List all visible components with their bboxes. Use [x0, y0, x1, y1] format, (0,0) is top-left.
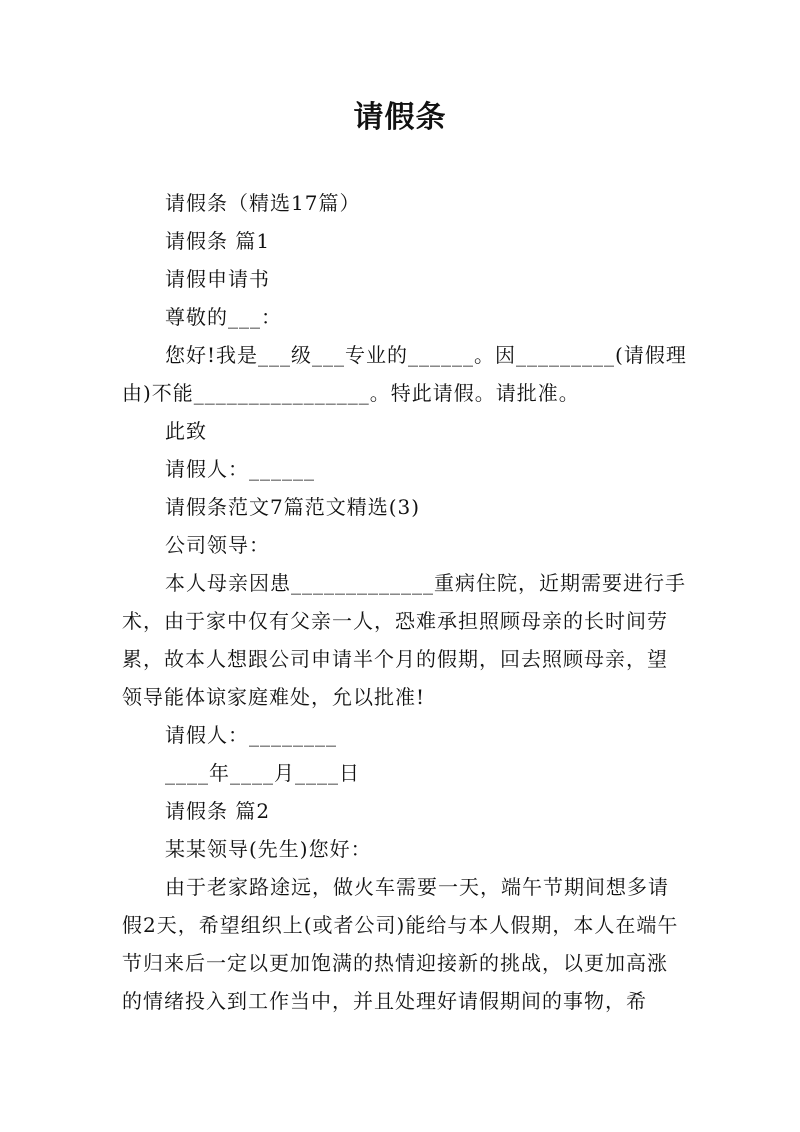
date-line: ____年____月____日 [165, 761, 360, 785]
body-paragraph: 您好!我是___级___专业的______。因_________(请假理由)不能________________。特此请假。请批准。 [122, 343, 687, 405]
subheading-sample: 请假条范文7篇范文精选(3) [165, 495, 421, 519]
section-heading-2: 请假条 篇2 [165, 799, 271, 823]
body-paragraph: 本人母亲因患_____________重病住院，近期需要进行手术，由于家中仅有父亲一人，恐难承担照顾母亲的长时间劳累，故本人想跟公司申请半个月的假期，回去照顾母亲，望领导能体谅家庭难处，允以批准! [122, 571, 686, 709]
signature-line: 请假人：________ [165, 723, 337, 747]
body-paragraph: 由于老家路途远，做火车需要一天，端午节期间想多请假2天，希望组织上(或者公司)能给与本人假期，本人在端午节归来后一定以更加饱满的热情迎接新的挑战，以更加高涨的情绪投入到工作当中，并且处理好请假期间的事物，希 [122, 875, 679, 1013]
document-body [122, 184, 687, 1020]
subheading-application: 请假申请书 [165, 267, 270, 291]
salutation: 尊敬的___： [165, 305, 282, 329]
signature-line: 请假人：______ [165, 457, 315, 481]
closing: 此致 [165, 419, 207, 443]
section-heading-1: 请假条 篇1 [165, 229, 271, 253]
salutation: 某某领导(先生)您好： [165, 837, 372, 861]
document-title: 请假条 [353, 100, 447, 135]
salutation: 公司领导： [165, 533, 270, 557]
heading-selection: 请假条（精选17篇） [165, 191, 361, 215]
